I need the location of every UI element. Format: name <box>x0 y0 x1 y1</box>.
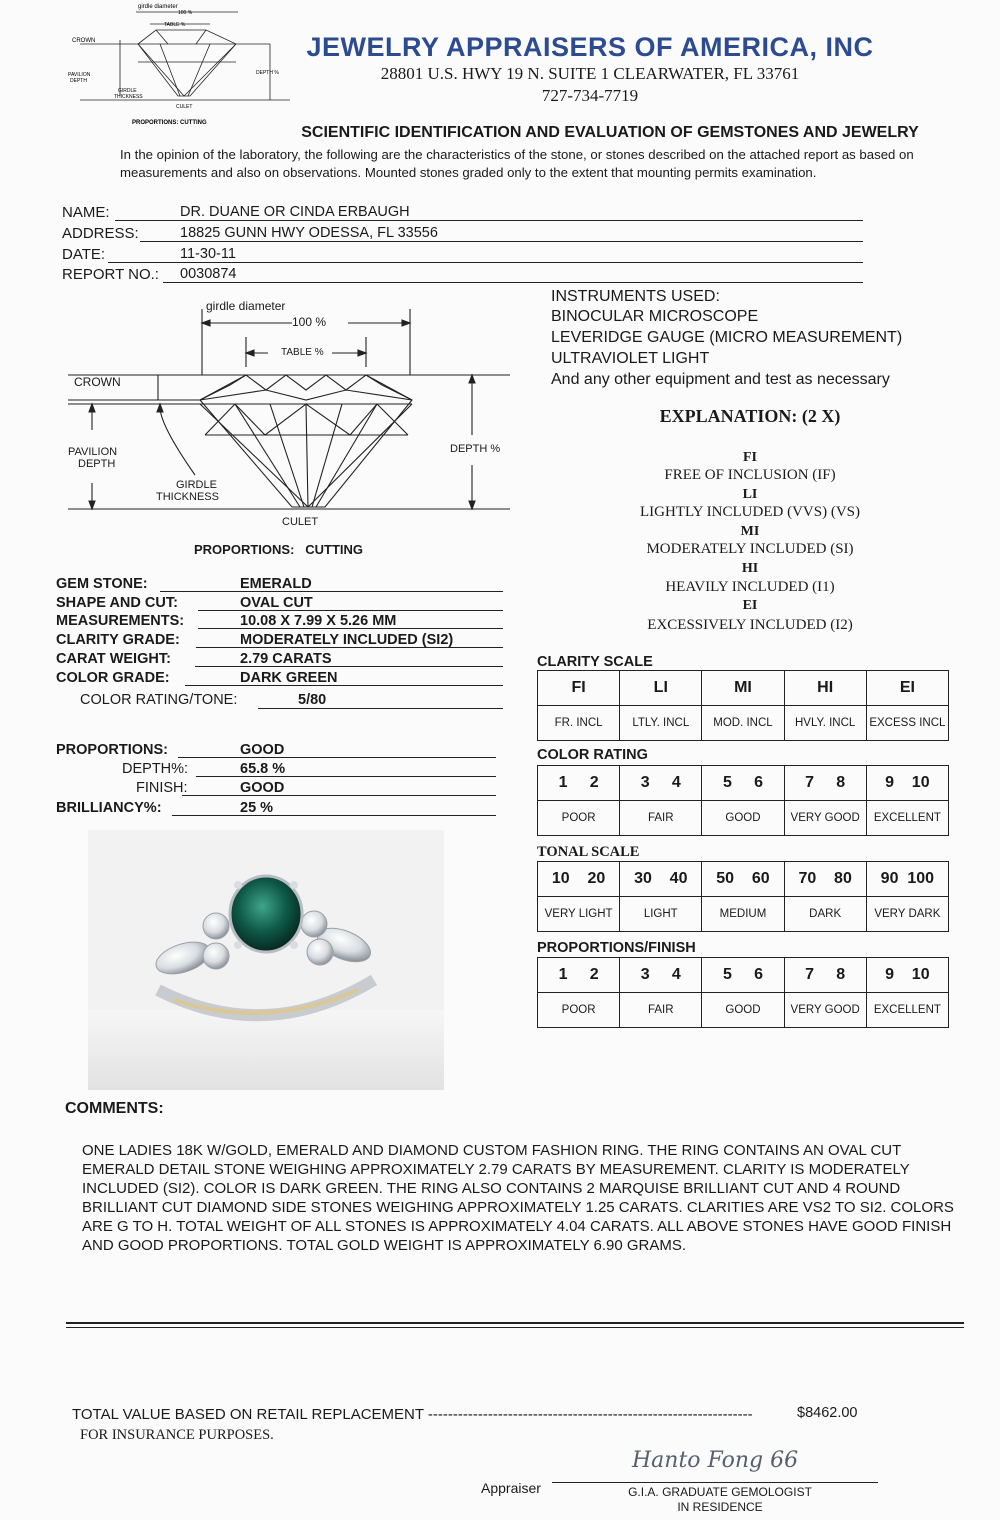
explanation-text: MODERATELY INCLUDED (SI) <box>646 541 854 557</box>
scale-cell: LIGHT <box>620 897 702 932</box>
scale-cell: VERY DARK <box>866 897 948 932</box>
pavilion-depth-label: DEPTH <box>78 458 116 470</box>
brilliancy-label: BRILLIANCY%: <box>56 800 162 816</box>
total-value-label: TOTAL VALUE BASED ON RETAIL REPLACEMENT ----------------------------------------------------------------- <box>72 1406 753 1423</box>
scale-cell: HVLY. INCL <box>784 706 866 741</box>
scale-cell: HI <box>784 671 866 706</box>
small-table-label: TABLE % <box>164 22 186 28</box>
color-grade-value: DARK GREEN <box>240 670 338 686</box>
scale-cell: EI <box>866 671 948 706</box>
scale-cell: EXCELLENT <box>866 801 948 836</box>
scale-cell: LI <box>620 671 702 706</box>
proportions-finish-table <box>537 957 949 1028</box>
scale-cell: 90 100 <box>866 862 948 897</box>
date-label: DATE: <box>62 246 106 263</box>
proportions-finish-title: PROPORTIONS/FINISH <box>537 940 696 956</box>
instruments-title: INSTRUMENTS USED: <box>551 288 720 305</box>
proportions-label: PROPORTIONS: <box>56 742 168 758</box>
divider <box>66 1327 964 1328</box>
color-rating-table <box>537 765 949 836</box>
scale-cell: 5 6 <box>702 958 784 993</box>
instrument-item: LEVERIDGE GAUGE (MICRO MEASUREMENT) <box>551 329 903 346</box>
name-label: NAME: <box>62 204 110 221</box>
divider <box>66 1322 964 1324</box>
gia-subtitle: IN RESIDENCE <box>677 1500 763 1514</box>
brilliancy-value: 25 % <box>240 800 274 816</box>
small-depth-pct-label: DEPTH % <box>256 70 279 76</box>
report-title: SCIENTIFIC IDENTIFICATION AND EVALUATION OF GEMSTONES AND JEWELRY <box>301 124 919 141</box>
instrument-item: And any other equipment and test as necessary <box>551 371 890 388</box>
small-girdle-thick-label: GIRDLE <box>118 88 137 94</box>
explanation-text: EXCESSIVELY INCLUDED (I2) <box>647 617 853 633</box>
report-no-value: 0030874 <box>180 266 237 282</box>
culet-label: CULET <box>282 516 319 528</box>
color-tone-value: 5/80 <box>298 692 327 708</box>
scale-cell: EXCESS INCL <box>866 706 948 741</box>
instrument-item: ULTRAVIOLET LIGHT <box>551 350 710 367</box>
header-cut-diagram <box>60 0 300 130</box>
comments-heading: COMMENTS: <box>65 1100 164 1117</box>
color-rating-title: COLOR RATING <box>537 747 648 763</box>
small-thickness-label: THICKNESS <box>114 94 143 100</box>
cut-diagram <box>60 295 510 565</box>
header-cut-diagram-svg <box>60 0 300 130</box>
scale-cell: MEDIUM <box>702 897 784 932</box>
scale-cell: 30 40 <box>620 862 702 897</box>
depth-label: DEPTH%: <box>122 761 189 777</box>
table-pct-label: TABLE % <box>281 347 324 358</box>
small-100-label: 100 % <box>178 10 193 16</box>
explanation-text: HEAVILY INCLUDED (I1) <box>665 579 835 595</box>
scale-cell: VERY GOOD <box>784 801 866 836</box>
explanation-text: LIGHTLY INCLUDED (VVS) (VS) <box>640 504 860 520</box>
proportions-value: GOOD <box>240 742 285 758</box>
comments-text: ONE LADIES 18K W/GOLD, EMERALD AND DIAMOND CUSTOM FASHION RING. THE RING CONTAINS AN OVAL CUT EMERALD DETAIL STONE WEIGHING APPROXIMATELY 2.79 CARATS BY MEASUREMENT. CLARITY IS MODERATELY INCLUDED (SI2). COLOR IS DARK GREEN. THE RING ALSO CONTAINS 2 MARQUISE BRILLIANT CUT AND 4 ROUND BRILLIANT CUT DIAMOND SIDE STONES WEIGHING APPROXIMATELY 1.25 CARATS. CLARITIES ARE VS2 TO SI2. COLORS ARE G TO H. TOTAL WEIGHT OF ALL STONES IS APPROXIMATELY 4.04 CARATS. ALL ABOVE STONES HAVE GOOD FINISH AND GOOD PROPORTIONS. TOTAL GOLD WEIGHT IS APPROXIMATELY 6.90 GRAMS. <box>82 1142 954 1254</box>
scale-cell: MI <box>702 671 784 706</box>
scale-cell: 1 2 <box>538 958 620 993</box>
address-label: ADDRESS: <box>62 225 139 242</box>
shape-cut-value: OVAL CUT <box>240 595 313 611</box>
scale-cell: DARK <box>784 897 866 932</box>
color-tone-label: COLOR RATING/TONE: <box>80 692 238 708</box>
scale-cell: FI <box>538 671 620 706</box>
depth-pct-label: DEPTH % <box>450 443 501 455</box>
appraiser-label: Appraiser <box>481 1480 541 1496</box>
girdle-label: GIRDLE <box>176 479 217 491</box>
carat-weight-value: 2.79 CARATS <box>240 651 332 667</box>
appraiser-signature: Hanto Fong 66 <box>632 1448 799 1473</box>
explanation-title: EXPLANATION: (2 X) <box>659 406 841 426</box>
finish-label: FINISH: <box>136 780 188 796</box>
small-pavilion-label: PAVILION <box>68 72 91 78</box>
girdle-thickness-label: THICKNESS <box>156 491 219 503</box>
insurance-note: FOR INSURANCE PURPOSES. <box>80 1427 274 1443</box>
pavilion-label: PAVILION <box>68 446 118 458</box>
scale-cell: FR. INCL <box>538 706 620 741</box>
scale-cell: GOOD <box>702 993 784 1028</box>
ring-photo <box>88 830 444 1090</box>
gem-stone-value: EMERALD <box>240 576 312 592</box>
scale-cell: 70 80 <box>784 862 866 897</box>
scale-cell: 5 6 <box>702 766 784 801</box>
signature-line <box>552 1482 878 1483</box>
tonal-scale-title: TONAL SCALE <box>537 844 640 860</box>
scale-cell: VERY LIGHT <box>538 897 620 932</box>
scale-cell: 7 8 <box>784 766 866 801</box>
small-depth-label: DEPTH <box>70 78 87 84</box>
scale-cell: POOR <box>538 801 620 836</box>
explanation-text: FREE OF INCLUSION (IF) <box>664 467 836 483</box>
carat-weight-label: CARAT WEIGHT: <box>56 651 171 667</box>
company-phone: 727-734-7719 <box>541 86 639 105</box>
small-culet-label: CULET <box>176 104 193 110</box>
scale-cell: 9 10 <box>866 958 948 993</box>
measurements-value: 10.08 X 7.99 X 5.26 MM <box>240 613 397 629</box>
address-value: 18825 GUNN HWY ODESSA, FL 33556 <box>180 225 438 241</box>
scale-cell: FAIR <box>620 801 702 836</box>
clarity-scale-table <box>537 670 949 741</box>
scale-cell: 3 4 <box>620 766 702 801</box>
scale-cell: 50 60 <box>702 862 784 897</box>
scale-cell: 10 20 <box>538 862 620 897</box>
ring-photo-svg <box>88 830 444 1090</box>
scale-cell: FAIR <box>620 993 702 1028</box>
scale-cell: 3 4 <box>620 958 702 993</box>
total-value: $8462.00 <box>797 1405 858 1421</box>
name-value: DR. DUANE OR CINDA ERBAUGH <box>180 204 410 220</box>
clarity-grade-label: CLARITY GRADE: <box>56 632 180 648</box>
scale-cell: GOOD <box>702 801 784 836</box>
explanation-code: EI <box>742 598 758 613</box>
gia-title: G.I.A. GRADUATE GEMOLOGIST <box>628 1485 812 1499</box>
scale-cell: EXCELLENT <box>866 993 948 1028</box>
scale-cell: 1 2 <box>538 766 620 801</box>
clarity-scale-title: CLARITY SCALE <box>537 654 653 670</box>
depth-value: 65.8 % <box>240 761 286 777</box>
shape-cut-label: SHAPE AND CUT: <box>56 595 178 611</box>
report-intro: In the opinion of the laboratory, the following are the characteristics of the stone, or stones described on the attached report as based on measurements and also on observations. Mounted stones graded only to the extent that mounting permits examination. <box>120 147 914 180</box>
scale-cell: MOD. INCL <box>702 706 784 741</box>
measurements-label: MEASUREMENTS: <box>56 613 185 629</box>
scale-cell: LTLY. INCL <box>620 706 702 741</box>
small-caption: PROPORTIONS: CUTTING <box>132 120 207 126</box>
explanation-code: LI <box>742 487 758 502</box>
tonal-scale-table <box>537 861 949 932</box>
gem-stone-label: GEM STONE: <box>56 576 148 592</box>
explanation-code: HI <box>741 561 759 576</box>
small-crown-label: CROWN <box>72 38 96 44</box>
scale-cell: VERY GOOD <box>784 993 866 1028</box>
diameter-100-label: 100 % <box>292 315 327 329</box>
company-name: JEWELRY APPRAISERS OF AMERICA, INC <box>306 32 874 62</box>
explanation-code: MI <box>740 524 760 539</box>
report-no-label: REPORT NO.: <box>62 266 159 283</box>
company-address: 28801 U.S. HWY 19 N. SUITE 1 CLEARWATER, FL 33761 <box>380 64 800 83</box>
cut-diagram-caption: PROPORTIONS: CUTTING <box>194 542 363 557</box>
scale-cell: 9 10 <box>866 766 948 801</box>
clarity-grade-value: MODERATELY INCLUDED (SI2) <box>240 632 454 648</box>
date-value: 11-30-11 <box>180 246 236 262</box>
crown-label: CROWN <box>74 375 121 389</box>
explanation-code: FI <box>743 450 757 465</box>
small-girdle-label: girdle diameter <box>138 4 178 10</box>
scale-cell: POOR <box>538 993 620 1028</box>
instrument-item: BINOCULAR MICROSCOPE <box>551 308 759 325</box>
color-grade-label: COLOR GRADE: <box>56 670 170 686</box>
finish-value: GOOD <box>240 780 285 796</box>
scale-cell: 7 8 <box>784 958 866 993</box>
girdle-diameter-label: girdle diameter <box>206 299 286 313</box>
